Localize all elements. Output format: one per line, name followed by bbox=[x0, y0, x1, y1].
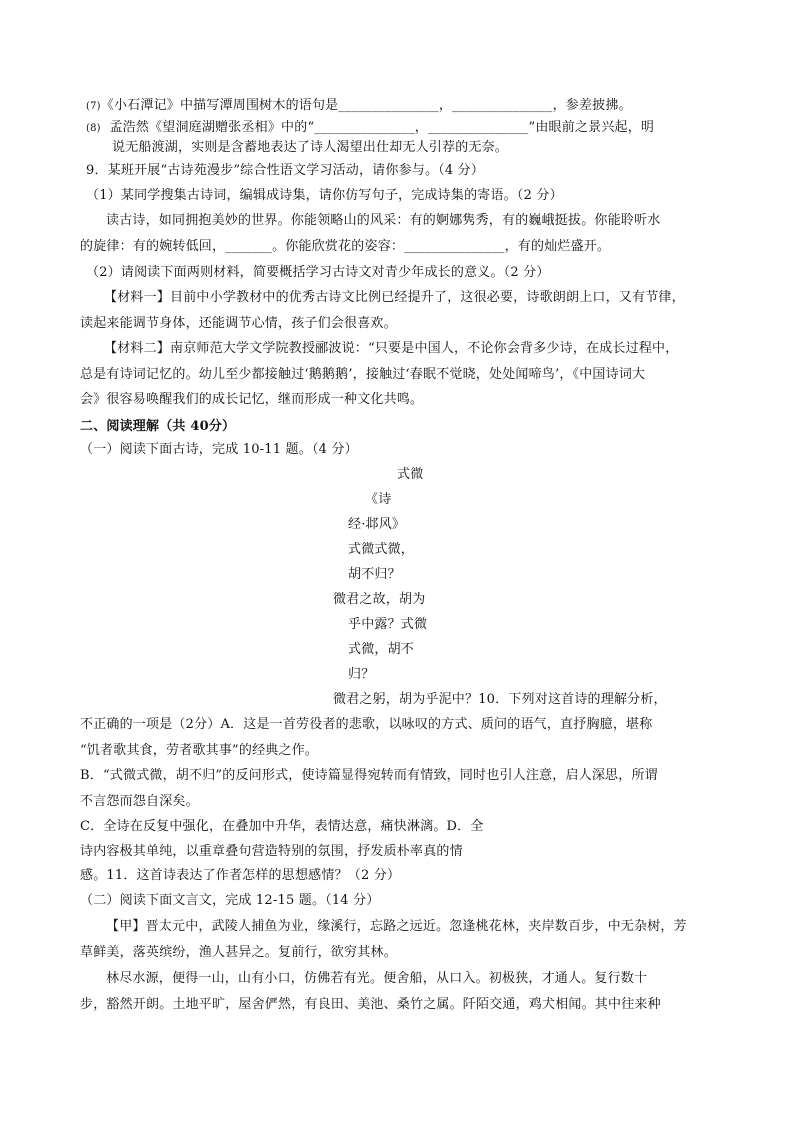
prose-para2-line2: 步，豁然开朗。土地平旷，屋舍俨然，有良田、美池、桑竹之属。阡陌交通，鸡犬相闻。其中往来种 bbox=[80, 997, 661, 1012]
q9-part1-line1: 读古诗，如同拥抱美妙的世界。你能领略山的风采：有的婀娜隽秀，有的巍峨挺拔。你能聆听水 bbox=[106, 213, 661, 228]
material2-line3: 会》很容易唤醒我们的成长记忆，继而形成一种文化共鸣。 bbox=[80, 392, 424, 407]
prose-para1-line1: 【甲】晋太元中，武陵人捕鱼为业，缘溪行，忘路之远近。忽逢桃花林，夹岸数百步，中无杂树，芳 bbox=[106, 919, 687, 934]
q9-title: 9．某班开展“古诗苑漫步”综合性语文学习活动，请你参与。（4 分） bbox=[86, 163, 485, 178]
prose-para1-line2: 草鲜美，落英缤纷，渔人甚异之。复前行，欲穷其林。 bbox=[80, 945, 397, 960]
material2-line1: 【材料二】南京师范大学文学院教授郦波说：“只要是中国人，不论你会背多少诗，在成长过程中， bbox=[104, 341, 679, 356]
poem-line: 式微，胡不 bbox=[348, 642, 415, 657]
q8-line1 bbox=[86, 119, 654, 138]
q10-option-a-line2: “饥者歌其食，劳者歌其事”的经典之作。 bbox=[80, 743, 319, 758]
q8-number: (8) bbox=[86, 123, 101, 134]
section2-sub2: （二）阅读下面文言文，完成 12-15 题。（14 分） bbox=[80, 893, 380, 908]
q9-part2: （2）请阅读下面两则材料，简要概括学习古诗文对青少年成长的意义。（2 分） bbox=[86, 265, 550, 280]
poem-line: 微君之故，胡为 bbox=[333, 592, 426, 607]
q9-part1-line2: 的旋律：有的婉转低回，_______。你能欣赏花的姿容：_______________，有的灿烂盛开。 bbox=[80, 239, 611, 254]
q9-part1: （1）某同学搜集古诗词，编辑成诗集，请你仿写句子，完成诗集的寄语。（2 分） bbox=[86, 188, 563, 203]
poem-line: 经·邶风》 bbox=[348, 517, 406, 532]
q7-text: 《小石潭记》中描写潭周围树木的语句是_______________，_______________，参差披拂。 bbox=[100, 98, 632, 113]
q7-number: (7) bbox=[86, 101, 101, 112]
poem-title: 式微 bbox=[397, 467, 424, 482]
section2-sub1: （一）阅读下面古诗，完成 10-11 题。（4 分） bbox=[80, 442, 358, 457]
q10-option-c: C．全诗在反复中强化，在叠加中升华，表情达意，痛快淋漓。D．全 bbox=[80, 819, 484, 834]
material1-line1: 【材料一】目前中小学教材中的优秀古诗文比例已经提升了，这很必要，诗歌朗朗上口，又有节律， bbox=[104, 290, 685, 305]
poem-line: 归？ bbox=[348, 667, 375, 682]
poem-line: 乎中露？式微 bbox=[348, 617, 428, 632]
poem-line: 式微式微， bbox=[348, 542, 415, 557]
section2-title: 二、阅读理解（共 40分） bbox=[80, 419, 236, 434]
q8-line2: 说无船渡湖，实则是含蓄地表达了诗人渴望出仕却无人引荐的无奈。 bbox=[112, 140, 509, 155]
material1-line2: 读起来能调节身体，还能调节心情，孩子们会很喜欢。 bbox=[80, 316, 397, 331]
q10-option-b-line1: B．“式微式微，胡不归”的反问形式，使诗篇显得宛转而有情致，同时也引人注意，启人深思，所谓 bbox=[80, 768, 658, 783]
poem-line: 《诗 bbox=[365, 492, 392, 507]
poem-line: 胡不归？ bbox=[348, 567, 401, 582]
q10-option-a-line1: 不正确的一项是（2分）A．这是一首劳役者的悲歌，以咏叹的方式、质问的语气，直抒胸臆，堪称 bbox=[80, 717, 653, 732]
q10-option-b-line2: 不言怨而怨自深矣。 bbox=[80, 794, 199, 809]
q8-text1: 孟浩然《望洞庭湖赠张丞相》中的“_______________，_______________”由眼前之景兴起，明 bbox=[109, 120, 655, 135]
q10-option-d-line2: 感。11．这首诗表达了作者怎样的思想感情？（2 分） bbox=[80, 868, 401, 883]
poem-line-q10-start: 微君之躬，胡为乎泥中？10．下列对这首诗的理解分析， bbox=[333, 692, 667, 707]
q10-option-d-line1: 诗内容极其单纯，以重章叠句营造特别的氛围，抒发质朴率真的情 bbox=[80, 844, 463, 859]
prose-para2-line1: 林尽水源，便得一山，山有小口，仿佛若有光。便舍船，从口入。初极狭，才通人。复行数十 bbox=[106, 971, 648, 986]
q7-line bbox=[86, 97, 632, 116]
material2-line2: 总是有诗词记忆的。幼儿至少都接触过‘鹅鹅鹅’，接触过‘春眠不觉晓，处处闻啼鸟’，《中国诗词大 bbox=[80, 367, 646, 382]
